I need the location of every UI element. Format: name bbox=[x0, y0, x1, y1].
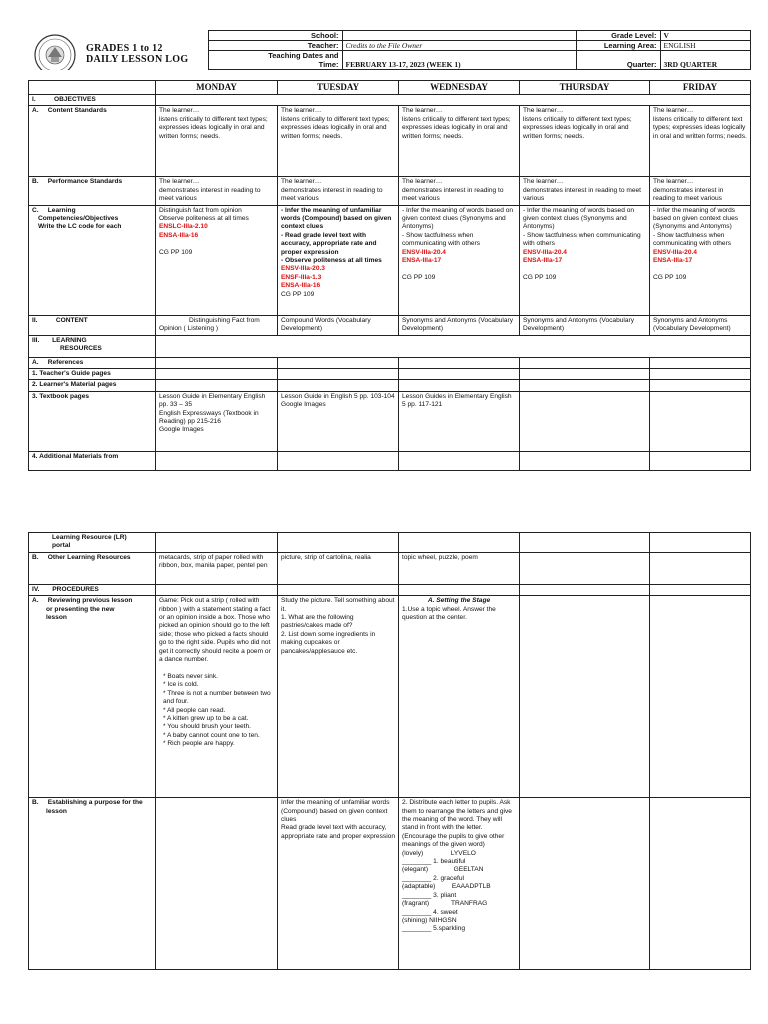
lesson-log-table-page-1 bbox=[28, 80, 751, 471]
content-wednesday: Synonyms and Antonyms (Vocabulary Development) bbox=[399, 315, 520, 335]
day-header-monday: MONDAY bbox=[156, 81, 278, 95]
reviewing-monday: Game: Pick out a strip ( rolled with ribbon ) with a statement stating a fact or an opinion inside a box. Those who picked an opinion should go to the left side; those who picked a facts should go to the right side. Pupils who did not get it correctly should recite a poem or a dance number. * Boats never sink. * Ice is cold. * Three is not a number between two and four. * All people can read. * A kitten grew up to be a cat. * You should brush your teeth. * A baby cannot count one to ten. * Rich people are happy. bbox=[156, 596, 278, 798]
teaching-dates-label: Teaching Dates and Time: bbox=[208, 51, 342, 70]
grade-level-value: V bbox=[660, 31, 750, 41]
day-header-wednesday: WEDNESDAY bbox=[399, 81, 520, 95]
lr-portal-label: Learning Resource (LR) portal bbox=[29, 533, 156, 553]
textbook-monday: Lesson Guide in Elementary English pp. 33 – 35 English Expressways (Textbook in Reading) pp 215-216 Google Images bbox=[156, 391, 278, 451]
textbook-tuesday: Lesson Guide in English 5 pp. 103-104 Google Images bbox=[278, 391, 399, 451]
other-resources-tuesday: picture, strip of cartolina, realia bbox=[278, 552, 399, 584]
performance-standards-friday: The learner… demonstrates interest in reading to meet various bbox=[650, 177, 751, 205]
content-standards-friday: The learner… listens critically to different text types; expresses ideas logically in oral and written forms; needs. bbox=[650, 106, 751, 177]
deped-seal-icon bbox=[32, 33, 78, 70]
content-standards-monday: The learner… listens critically to different text types; expresses ideas logically in oral and written forms; needs. bbox=[156, 106, 278, 177]
header-table bbox=[28, 30, 751, 70]
competencies-friday: - Infer the meaning of words based on given context clues (Synonyms and Antonyms) - Show tactfulness when communicating with others ENSV-IIIa-20.4 ENSA-IIIa-17 CG PP 109 bbox=[650, 205, 751, 315]
competencies-wednesday: - Infer the meaning of words based on given context clues (Synonyms and Antonyms) - Show tactfulness when communicating with others ENSV-IIIa-20.4 ENSA-IIIa-17 CG PP 109 bbox=[399, 205, 520, 315]
objectives-heading: I. OBJECTIVES bbox=[29, 95, 156, 106]
reviewing-lesson-label: A. Reviewing previous lesson or presenting the new lesson bbox=[29, 596, 156, 798]
teacher-label: Teacher: bbox=[208, 41, 342, 51]
title-line-2: DAILY LESSON LOG bbox=[86, 53, 189, 65]
references-label: A. References bbox=[29, 357, 156, 368]
establishing-wednesday: 2. Distribute each letter to pupils. Ask them to rearrange the letters and give the meaning of the word. They will stand in front with the letter. (Encourage the pupils to give other meanings of the given word) (lovely) LYVELO ________ 1. beautiful (elegant) GEELTAN ________ 2. graceful (adaptable) EAAADPTLB ________ 3. pliant (fragrant) TRANFRAG ________ 4. sweet (shining) NIIHGSN ________ 5.sparkling bbox=[399, 798, 520, 970]
content-label: II. CONTENT bbox=[29, 315, 156, 335]
establishing-purpose-label: B. Establishing a purpose for the lesson bbox=[29, 798, 156, 970]
document-title bbox=[86, 43, 188, 65]
title-line-1: GRADES 1 to 12 bbox=[86, 42, 163, 54]
grade-level-label: Grade Level: bbox=[576, 31, 660, 41]
other-resources-monday: metacards, strip of paper rolled with ribbon, box, manila paper, pentel pen bbox=[156, 552, 278, 584]
teachers-guide-label: 1. Teacher's Guide pages bbox=[29, 369, 156, 380]
content-standards-label: A. Content Standards bbox=[29, 106, 156, 177]
textbook-wednesday: Lesson Guides in Elementary English 5 pp. 117-121 bbox=[399, 391, 520, 451]
other-resources-wednesday: topic wheel, puzzle, poem bbox=[399, 552, 520, 584]
content-tuesday: Compound Words (Vocabulary Development) bbox=[278, 315, 399, 335]
procedures-heading: IV. PROCEDURES bbox=[29, 584, 156, 595]
learning-area-label: Learning Area: bbox=[576, 41, 660, 51]
day-header-friday: FRIDAY bbox=[650, 81, 751, 95]
quarter-value: 3RD QUARTER bbox=[660, 51, 750, 70]
competencies-tuesday: - Infer the meaning of unfamiliar words (Compound) based on given context clues - Read grade level text with accuracy, appropriate rate and proper expression - Observe politeness at all times ENSV-IIIa-20.3 ENSF-IIIa-1.3 ENSA-IIIa-16 CG PP 109 bbox=[278, 205, 399, 315]
content-standards-wednesday: The learner… listens critically to different text types; expresses ideas logically in oral and written forms; needs. bbox=[399, 106, 520, 177]
day-header-thursday: THURSDAY bbox=[520, 81, 650, 95]
teaching-dates-value: FEBRUARY 13-17, 2023 (WEEK 1) bbox=[342, 51, 576, 70]
learning-resources-label: III. LEARNING RESOURCES bbox=[29, 335, 156, 357]
competencies-thursday: - Infer the meaning of words based on given context clues (Synonyms and Antonyms) - Show tactfulness when communicating with others ENSV-IIIa-20.4 ENSA-IIIa-17 CG PP 109 bbox=[520, 205, 650, 315]
learners-material-label: 2. Learner's Material pages bbox=[29, 380, 156, 391]
performance-standards-tuesday: The learner… demonstrates interest in reading to meet various bbox=[278, 177, 399, 205]
content-standards-tuesday: The learner… listens critically to different text types; expresses ideas logically in oral and written forms; needs. bbox=[278, 106, 399, 177]
textbook-pages-label: 3. Textbook pages bbox=[29, 391, 156, 451]
teacher-value: Credits to the File Owner bbox=[342, 41, 576, 51]
reviewing-tuesday: Study the picture. Tell something about it. 1. What are the following pastries/cakes made of? 2. List down some ingredients in making cupcakes or pancakes/applesauce etc. bbox=[278, 596, 399, 798]
corner-cell bbox=[29, 81, 156, 95]
school-label: School: bbox=[208, 31, 342, 41]
establishing-tuesday: Infer the meaning of unfamiliar words (Compound) based on given context clues Read grade level text with accuracy, appropriate rate and proper expression bbox=[278, 798, 399, 970]
header-brand bbox=[28, 31, 208, 70]
additional-materials-label: 4. Additional Materials from bbox=[29, 451, 156, 470]
lesson-log-table-page-2 bbox=[28, 532, 751, 970]
performance-standards-label: B. Performance Standards bbox=[29, 177, 156, 205]
content-monday: Distinguishing Fact from Opinion ( Listening ) bbox=[156, 315, 278, 335]
competencies-label: C. Learning Competencies/Objectives Write the LC code for each bbox=[29, 205, 156, 315]
day-header-tuesday: TUESDAY bbox=[278, 81, 399, 95]
content-friday: Synonyms and Antonyms (Vocabulary Development) bbox=[650, 315, 751, 335]
performance-standards-wednesday: The learner… demonstrates interest in reading to meet various bbox=[399, 177, 520, 205]
content-standards-thursday: The learner… listens critically to different text types; expresses ideas logically in oral and written forms; needs. bbox=[520, 106, 650, 177]
performance-standards-monday: The learner… demonstrates interest in reading to meet various bbox=[156, 177, 278, 205]
reviewing-wednesday: A. Setting the Stage 1.Use a topic wheel. Answer the question at the center. bbox=[399, 596, 520, 798]
learning-area-value: ENGLISH bbox=[660, 41, 750, 51]
quarter-label: Quarter: bbox=[576, 51, 660, 70]
school-value bbox=[342, 31, 576, 41]
content-thursday: Synonyms and Antonyms (Vocabulary Development) bbox=[520, 315, 650, 335]
competencies-monday: Distinguish fact from opinion Observe politeness at all times ENSLC-IIIa-2.10 ENSA-IIIa-16 CG PP 109 bbox=[156, 205, 278, 315]
performance-standards-thursday: The learner… demonstrates interest in reading to meet various bbox=[520, 177, 650, 205]
other-resources-label: B. Other Learning Resources bbox=[29, 552, 156, 584]
